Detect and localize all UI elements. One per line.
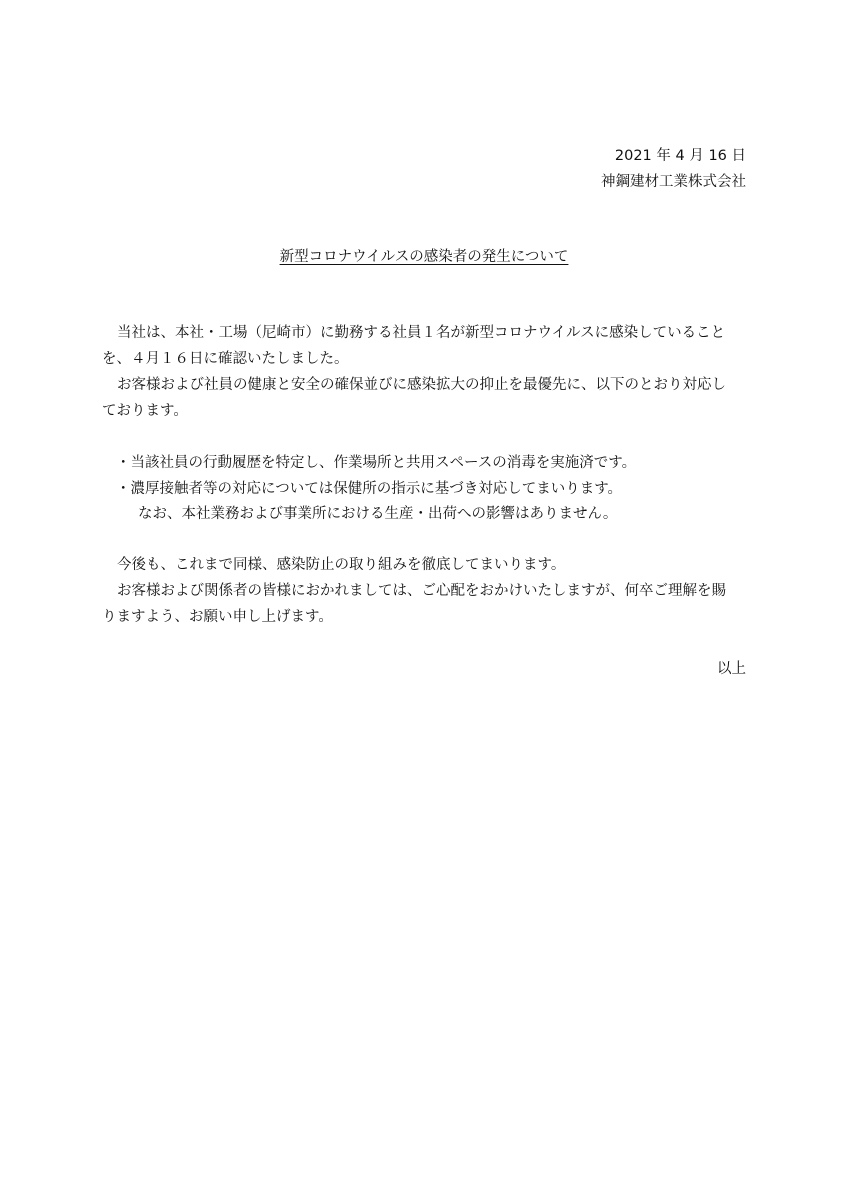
paragraph-apology: [102, 579, 748, 630]
bullet-item: ・当該社員の行動履歴を特定し、作業場所と共用スペースの消毒を実施済です。: [116, 455, 637, 471]
document-title-container: [0, 245, 848, 269]
paragraph-line: お客様および関係者の皆様におかれましては、ご心配をおかけいたしますが、何卒ご理解を賜: [117, 583, 726, 599]
paragraph-response-policy: [102, 373, 748, 424]
paragraph-infection-report: [102, 321, 748, 372]
paragraph-line: 当社は、本社・工場（尼崎市）に勤務する社員１名が新型コロナウイルスに感染していること: [117, 325, 726, 341]
impact-note: なお、本社業務および事業所における生産・出荷への影響はありません。: [138, 506, 618, 522]
paragraph-prevention: [102, 553, 748, 579]
response-bullet-list: [102, 451, 748, 528]
bullet-item: ・濃厚接触者等の対応については保健所の指示に基づき対応してまいります。: [116, 480, 623, 497]
company-name: 神鋼建材工業株式会社: [601, 174, 746, 190]
paragraph-line: りますよう、お願い申し上げます。: [102, 608, 333, 625]
paragraph-line: ております。: [102, 402, 188, 419]
document-title: 新型コロナウイルスの感染者の発生について: [279, 249, 569, 265]
paragraph-line: を、４月１６日に確認いたしました。: [102, 350, 349, 367]
paragraph-line: お客様および社員の健康と安全の確保並びに感染拡大の抑止を最優先に、以下のとおり対応し: [117, 377, 726, 393]
paragraph-line: 今後も、これまで同様、感染防止の取り組みを徹底してまいります。: [117, 557, 566, 573]
document-date: 2021 年 4 月 16 日: [614, 148, 746, 164]
closing-mark: 以上: [717, 661, 746, 677]
